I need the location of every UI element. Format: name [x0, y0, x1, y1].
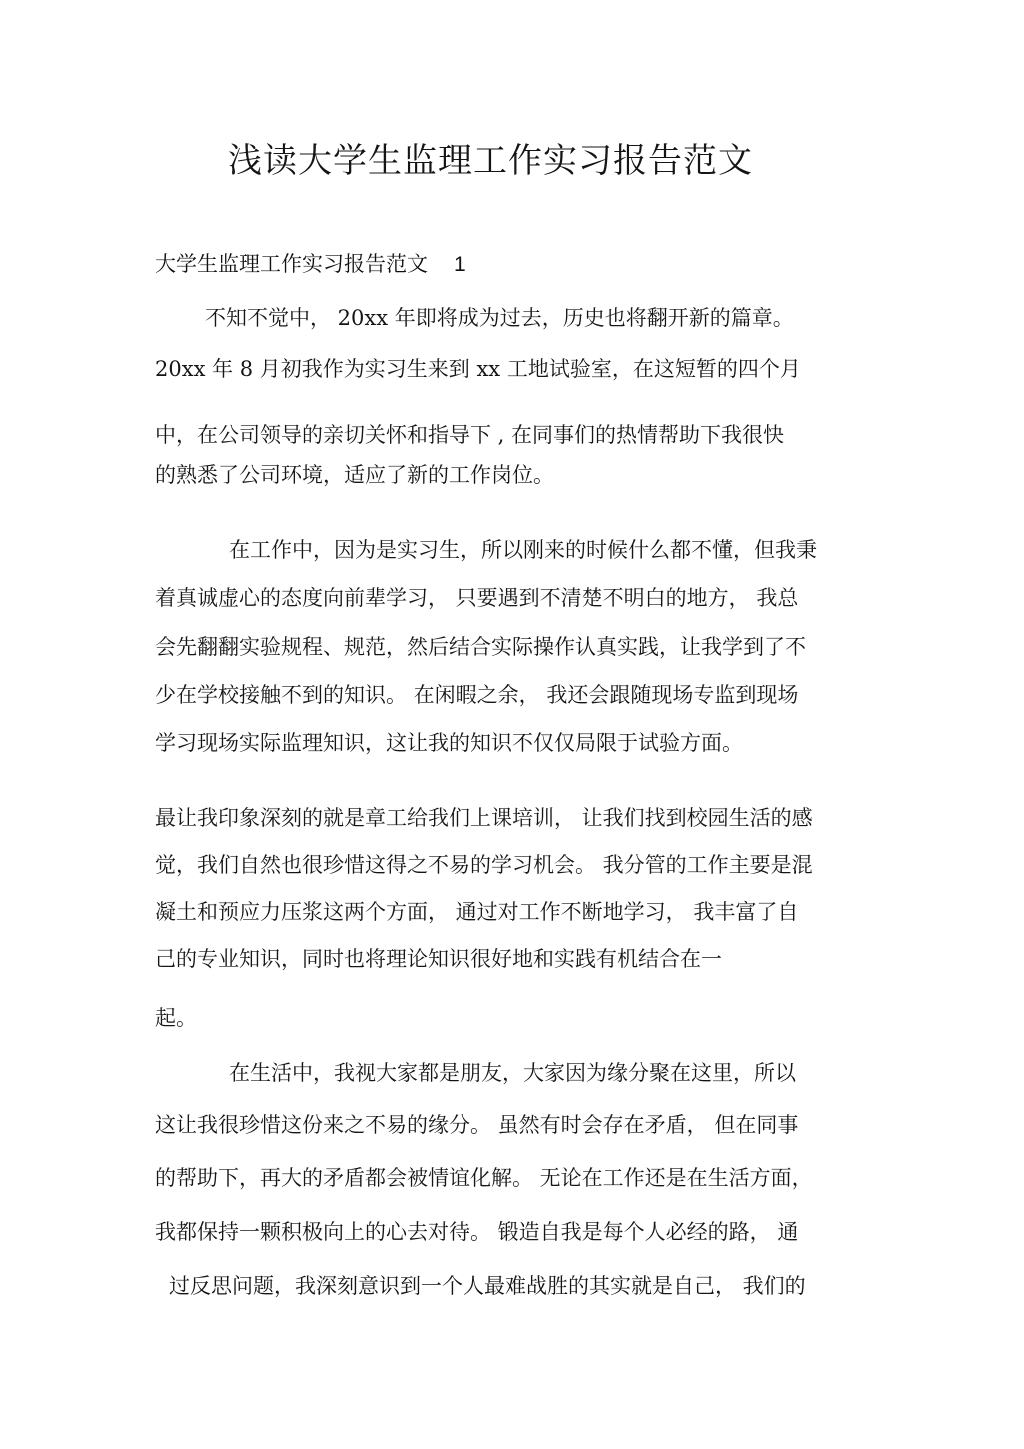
paragraph-line: 在生活中，我视大家都是朋友，大家因为缘分聚在这里，所以	[229, 1061, 796, 1085]
paragraph-line: 不知不觉中， 20xx 年即将成为过去，历史也将翻开新的篇章。	[205, 306, 794, 330]
paragraph-line: 这让我很珍惜这份来之不易的缘分。 虽然有时会存在矛盾， 但在同事	[155, 1113, 799, 1137]
paragraph-line: 会先翻翻实验规程、规范，然后结合实际操作认真实践，让我学到了不	[155, 635, 806, 659]
paragraph-line: 起。	[155, 1006, 197, 1030]
paragraph-line: 中，在公司领导的亲切关怀和指导下 , 在同事们的热情帮助下我很快	[155, 423, 785, 447]
document-title: 浅读大学生监理工作实习报告范文	[228, 141, 753, 181]
paragraph-line: 我都保持一颗积极向上的心去对待。 锻造自我是每个人必经的路， 通	[155, 1220, 799, 1244]
paragraph-line: 的帮助下，再大的矛盾都会被情谊化解。 无论在工作还是在生活方面，	[155, 1166, 813, 1190]
section-heading-text: 大学生监理工作实习报告范文	[155, 252, 428, 276]
paragraph-line: 己的专业知识，同时也将理论知识很好地和实践有机结合在一	[155, 947, 722, 971]
paragraph-line: 过反思问题，我深刻意识到一个人最难战胜的其实就是自己， 我们的	[169, 1274, 806, 1298]
paragraph-line: 最让我印象深刻的就是章工给我们上课培训， 让我们找到校园生活的感	[155, 806, 813, 830]
paragraph-line: 20xx 年 8 月初我作为实习生来到 xx 工地试验室，在这短暂的四个月	[155, 357, 801, 381]
paragraph-line: 在工作中，因为是实习生，所以刚来的时候什么都不懂，但我秉	[229, 538, 817, 562]
section-heading	[155, 248, 466, 278]
paragraph-line: 学习现场实际监理知识，这让我的知识不仅仅局限于试验方面。	[155, 731, 743, 755]
paragraph-line: 少在学校接触不到的知识。 在闲暇之余， 我还会跟随现场专监到现场	[155, 683, 799, 707]
section-number: 1	[454, 253, 466, 276]
paragraph-line: 着真诚虚心的态度向前辈学习， 只要遇到不清楚不明白的地方， 我总	[155, 586, 799, 610]
paragraph-line: 觉，我们自然也很珍惜这得之不易的学习机会。 我分管的工作主要是混	[155, 853, 813, 877]
paragraph-line: 凝土和预应力压浆这两个方面， 通过对工作不断地学习， 我丰富了自	[155, 900, 799, 924]
paragraph-line: 的熟悉了公司环境，适应了新的工作岗位。	[155, 463, 554, 487]
